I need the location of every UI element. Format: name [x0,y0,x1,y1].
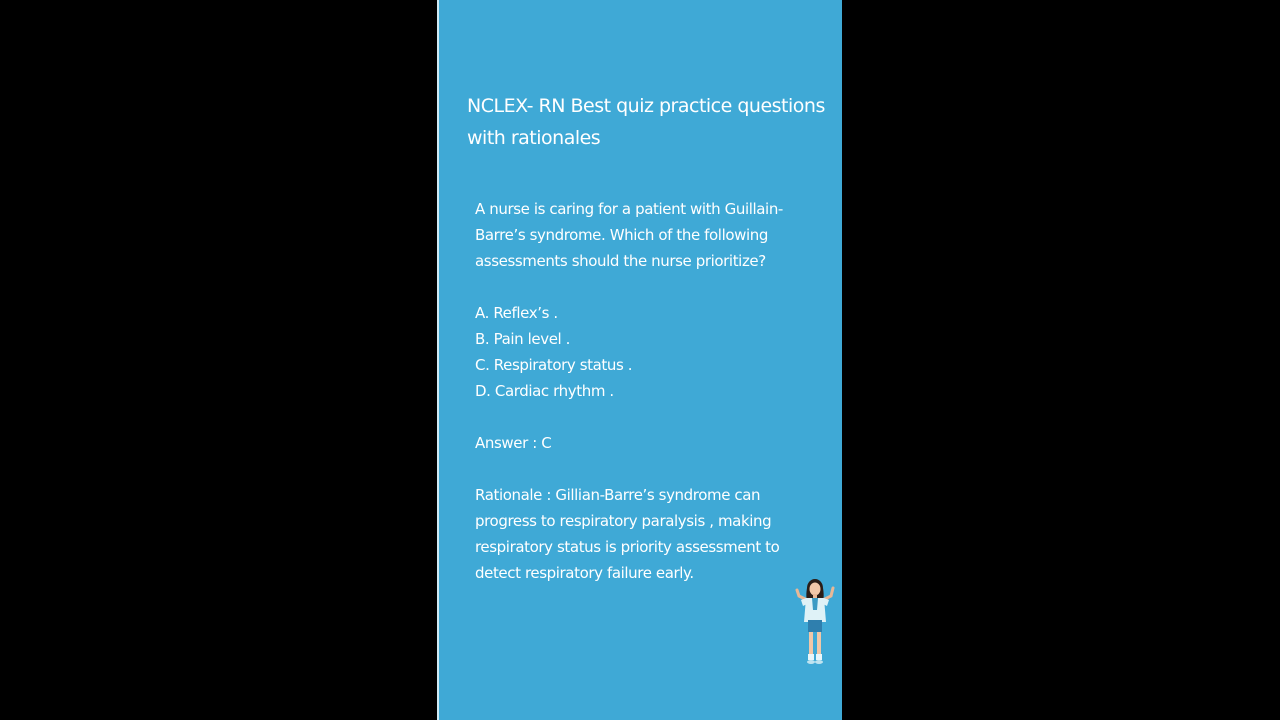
quiz-title: NCLEX- RN Best quiz practice questions with rationales [467,95,825,149]
question-text: A nurse is caring for a patient with Guillain-Barre’s syndrome. Which of the following assessments should the nurse prioritize? [475,200,783,270]
option-d: D. Cardiac rhythm . [475,382,614,400]
quiz-panel [437,0,842,720]
nurse-character-icon [791,576,839,666]
answer-options [475,300,825,404]
rationale-text: Rationale : Gillian-Barre’s syndrome can progress to respiratory paralysis , making respiratory status is priority assessment to detect respiratory failure early. [475,486,780,582]
option-b: B. Pain level . [475,330,571,348]
quiz-content [475,196,825,586]
option-c: C. Respiratory status . [475,356,633,374]
option-a: A. Reflex’s . [475,304,558,322]
answer-text: Answer : C [475,434,552,452]
